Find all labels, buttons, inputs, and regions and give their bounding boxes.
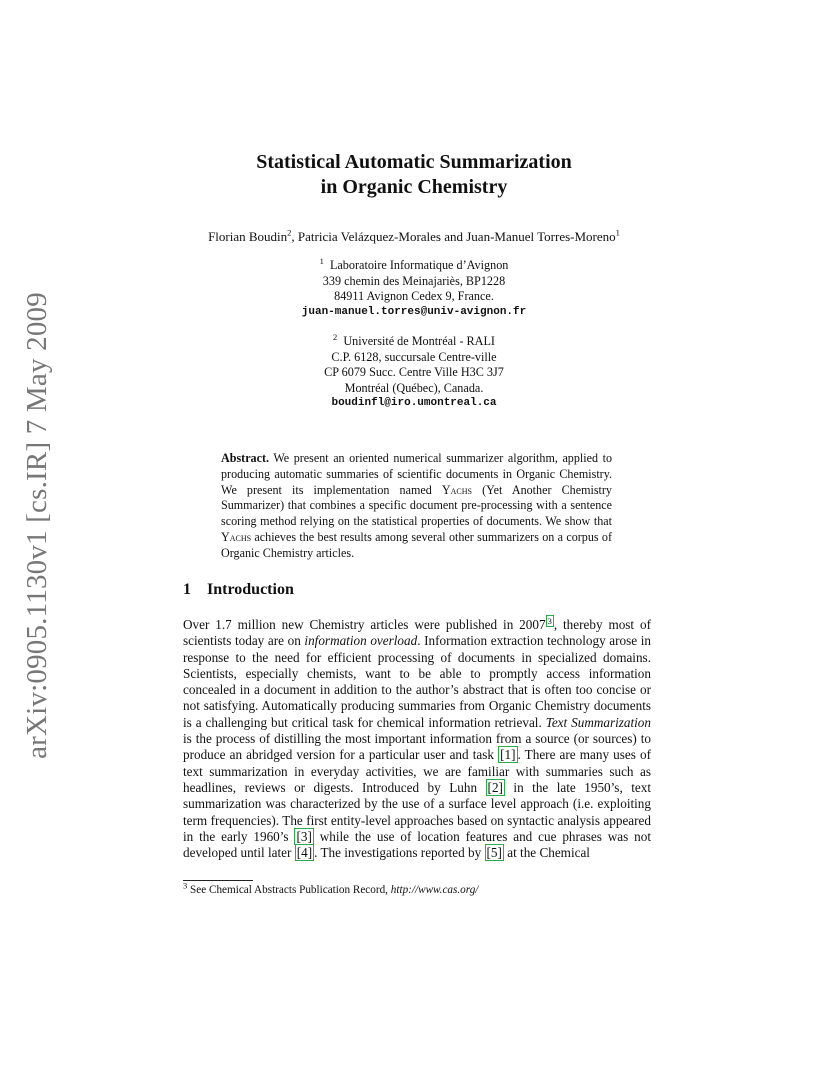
system-name: Yachs <box>441 482 472 497</box>
body-text: while the use of location features and cue phrases was not developed until later <box>183 828 652 861</box>
citation-link-2[interactable]: [2] <box>487 779 503 795</box>
footnote-url[interactable]: http://www.cas.org/ <box>390 884 479 896</box>
title-line-1: Statistical Automatic Summarization <box>256 151 572 173</box>
system-name-2: Yachs <box>221 529 252 544</box>
body-text: at the Chemical <box>507 845 590 861</box>
citation-link-4[interactable]: [4] <box>296 845 313 861</box>
affil-1-line-2: 339 chemin des Meinajariès, BP1228 <box>322 273 506 288</box>
abstract <box>221 451 612 562</box>
affiliation-1 <box>0 255 828 320</box>
body-text: Over 1.7 million new Chemistry articles were published in 2007 <box>183 617 546 632</box>
body-text: in the late 1950’s, text summarization was characterized by the use of a surface level approach (i.e. exploiting term frequencies). The first entity-level approaches based on syntactic analysis appeared in the early 1960’s <box>183 779 651 844</box>
author-list <box>0 229 828 245</box>
body-paragraph <box>183 617 651 861</box>
affil-2-line-1: Université de Montréal - RALI <box>343 334 495 348</box>
affil-1-line-3: 84911 Avignon Cedex 9, France. <box>334 289 494 303</box>
citation-link-1[interactable]: [1] <box>500 747 516 763</box>
body-text: , thereby most of scientists today are on <box>183 617 651 649</box>
section-number: 1 <box>183 581 191 598</box>
footnote-text: See Chemical Abstracts Publication Record, <box>190 884 388 896</box>
arxiv-stamp-text: arXiv:0905.1130v1 [cs.IR] 7 May 2009 <box>20 291 53 759</box>
author-3-affil-mark: 1 <box>615 227 620 238</box>
section-heading <box>183 581 294 599</box>
affil-1-mark: 1 <box>319 255 324 266</box>
citation-link-3[interactable]: [3] <box>296 828 312 844</box>
affil-2-mark: 2 <box>333 331 338 342</box>
footnote-mark: 3 <box>183 880 188 891</box>
title-line-2: in Organic Chemistry <box>320 176 508 198</box>
author-others: , Patricia Velázquez-Morales and Juan-Manuel Torres-Moreno <box>291 229 616 244</box>
author-1-affil-mark: 2 <box>287 227 292 238</box>
affil-1-line-1: Laboratoire Informatique d’Avignon <box>329 258 509 272</box>
affil-2-line-3: CP 6079 Succ. Centre Ville H3C 3J7 <box>324 365 504 379</box>
affil-2-email: boudinfl@iro.umontreal.ca <box>331 397 497 409</box>
paper-title <box>0 150 828 200</box>
body-text: . Information extraction technology arose in response to the need for efficient processing of documents in specialized domains. Scientists, especially chemists, want to be able to promptly access information concealed in a document in addition to the author’s abstract that is often too concise or not satisfying. Automatically producing summaries from Organic Chemistry documents is a challenging but critical task for chemical information retrieval. <box>183 633 651 730</box>
footnote-link[interactable]: 3 <box>547 615 552 626</box>
section-title: Introduction <box>207 581 294 598</box>
affiliation-2 <box>0 331 828 412</box>
emphasis-text: Text Summarization <box>545 714 651 730</box>
body-text: . There are many uses of text summarization in everyday activities, we are familiar with summaries such as headlines, reviews or digests. Introduced by Luhn <box>183 747 652 795</box>
footnote-rule <box>183 880 253 881</box>
author-1: Florian Boudin <box>208 229 288 244</box>
abstract-text-3: achieves the best results among several other summarizers on a corpus of Organic Chemistry articles. <box>221 529 612 560</box>
body-text: . The investigations reported by <box>314 845 482 861</box>
body-text: is the process of distilling the most important information from a source (or sources) to produce an abridged version for a particular user and task <box>183 731 651 763</box>
emphasis-text: information overload <box>304 633 418 649</box>
affil-1-email: juan-manuel.torres@univ-avignon.fr <box>301 305 527 318</box>
abstract-text-1: We present an oriented numerical summarizer algorithm, applied to producing automatic summaries of scientific documents in Organic Chemistry. We present its implementation named <box>221 451 612 497</box>
citation-link-5[interactable]: [5] <box>486 845 502 861</box>
footnote <box>183 880 479 896</box>
affil-2-line-4: Montréal (Québec), Canada. <box>344 380 484 395</box>
abstract-label: Abstract. <box>221 451 270 465</box>
affil-2-line-2: C.P. 6128, succursale Centre-ville <box>331 349 497 364</box>
abstract-text-2: (Yet Another Chemistry Summarizer) that combines a specific document pre-processing with a sentence scoring method relying on the statistical properties of documents. We show that <box>221 482 612 529</box>
